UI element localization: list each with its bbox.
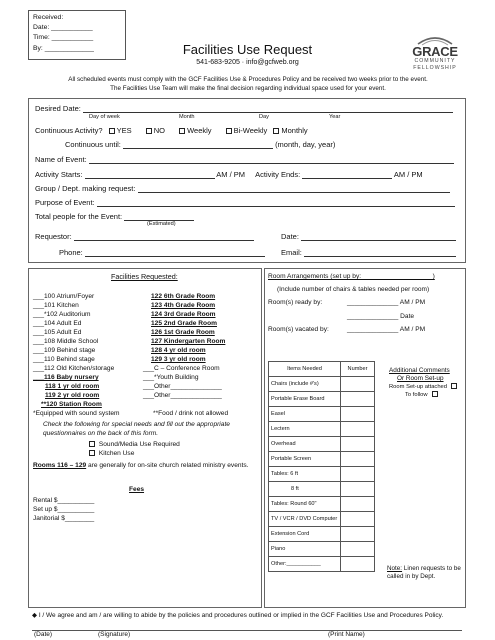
facility-item[interactable]: ___110 Behind stage bbox=[33, 356, 95, 363]
group-row bbox=[35, 184, 450, 193]
requestor-row bbox=[35, 232, 254, 241]
item-number[interactable] bbox=[341, 377, 375, 392]
item-number[interactable] bbox=[341, 422, 375, 437]
print-name-caption: (Print Name) bbox=[328, 631, 365, 638]
item-name: 8 ft bbox=[269, 482, 341, 497]
page-title: Facilities Use Request bbox=[182, 42, 313, 57]
received-date[interactable]: Date: ___________ bbox=[33, 24, 93, 32]
total-people-field[interactable] bbox=[124, 213, 194, 221]
item-number[interactable] bbox=[341, 392, 375, 407]
setup-attached-checkbox[interactable] bbox=[451, 383, 457, 389]
linen-note-label: Note: bbox=[387, 565, 403, 572]
table-row bbox=[269, 392, 375, 407]
sound-media-checkbox[interactable] bbox=[89, 441, 95, 447]
facility-item[interactable]: ___100 Atrium/Foyer bbox=[33, 293, 95, 300]
continuous-until-row bbox=[65, 140, 335, 149]
facility-item[interactable]: 127 Kindergarten Room bbox=[151, 338, 226, 345]
email-field[interactable] bbox=[304, 249, 456, 257]
linen-note bbox=[387, 565, 465, 581]
phone-label: Phone: bbox=[59, 248, 83, 257]
facility-item[interactable]: ___*Youth Building bbox=[143, 374, 199, 381]
received-time[interactable]: Time: ___________ bbox=[33, 34, 94, 42]
purpose-field[interactable] bbox=[97, 199, 455, 207]
weekly-checkbox[interactable] bbox=[179, 128, 185, 134]
grace-logo bbox=[400, 30, 470, 76]
facility-item[interactable]: 124 3rd Grade Room bbox=[151, 311, 216, 318]
facility-item[interactable]: 123 4th Grade Room bbox=[151, 302, 216, 309]
table-row bbox=[269, 482, 375, 497]
item-number[interactable] bbox=[341, 407, 375, 422]
table-row bbox=[269, 452, 375, 467]
item-number[interactable] bbox=[341, 437, 375, 452]
item-number[interactable] bbox=[341, 542, 375, 557]
event-name-field[interactable] bbox=[89, 156, 454, 164]
item-number[interactable] bbox=[341, 497, 375, 512]
phone-row bbox=[59, 248, 265, 257]
continuous-label: Continuous Activity? bbox=[35, 126, 103, 135]
sound-note: *Equipped with sound system bbox=[33, 410, 120, 417]
request-date-label: Date: bbox=[281, 232, 299, 241]
facility-item[interactable]: ___109 Behind stage bbox=[33, 347, 96, 354]
facility-list-left bbox=[33, 292, 114, 409]
phone-field[interactable] bbox=[85, 249, 265, 257]
contact-info: 541-683-9205 · info@gcfweb.org bbox=[196, 59, 299, 66]
ready-by-time[interactable]: ______________ AM / PM bbox=[347, 299, 426, 306]
additional-comments-label: Additional Comments bbox=[389, 367, 450, 374]
sound-media-row bbox=[89, 440, 180, 449]
item-name: Tables: Round 60" bbox=[269, 497, 341, 512]
vacated-by-label: Room(s) vacated by: bbox=[268, 326, 329, 333]
facility-item[interactable]: ___C – Conference Room bbox=[143, 365, 220, 372]
table-row bbox=[269, 512, 375, 527]
table-header-row bbox=[269, 362, 375, 377]
food-note: **Food / drink not allowed bbox=[153, 410, 229, 417]
facility-item[interactable]: ___105 Adult Ed bbox=[33, 329, 82, 336]
facilities-heading: Facilities Requested: bbox=[111, 272, 178, 281]
facility-item[interactable]: ___104 Adult Ed bbox=[33, 320, 82, 327]
yes-label: YES bbox=[116, 126, 132, 135]
rooms-note bbox=[33, 462, 257, 471]
table-row bbox=[269, 437, 375, 452]
facility-item[interactable]: ___108 Middle School bbox=[33, 338, 99, 345]
special-needs-note: Check the following for special needs and fill out the appropriate questionnaires on the back of this form. bbox=[43, 421, 230, 437]
table-row bbox=[269, 527, 375, 542]
vacated-by-time[interactable]: ______________ AM / PM bbox=[347, 326, 426, 333]
rooms-note-range: Rooms 116 – 129 bbox=[33, 462, 87, 469]
room-arrangements-section bbox=[264, 268, 466, 608]
item-name: Easel bbox=[269, 407, 341, 422]
email-row bbox=[281, 248, 456, 257]
facility-list-right bbox=[143, 292, 225, 400]
sound-media-label: Sound/Media Use Required bbox=[98, 441, 180, 448]
table-row bbox=[269, 497, 375, 512]
yes-checkbox[interactable] bbox=[109, 128, 115, 134]
fees-heading: Fees bbox=[129, 486, 145, 493]
continuous-row bbox=[35, 126, 308, 135]
item-name: Extension Cord bbox=[269, 527, 341, 542]
item-number[interactable] bbox=[341, 482, 375, 497]
purpose-row bbox=[35, 198, 455, 207]
item-name: Portable Erase Board bbox=[269, 392, 341, 407]
date-caption: (Date) bbox=[34, 631, 53, 638]
continuous-until-label: Continuous until: bbox=[65, 140, 121, 149]
rooms-note-text: are generally for on-site church related ministry events. bbox=[86, 462, 249, 469]
facility-item[interactable]: 129 3 yr old room bbox=[151, 356, 206, 363]
activity-time-row bbox=[35, 170, 423, 179]
month-label: Month bbox=[179, 114, 195, 120]
facilities-section bbox=[28, 268, 262, 608]
to-follow-label: To follow bbox=[405, 392, 428, 398]
ends-am-pm: AM / PM bbox=[393, 170, 423, 179]
total-people-row bbox=[35, 212, 194, 221]
facility-item[interactable]: 125 2nd Grade Room bbox=[151, 320, 217, 327]
item-name: TV / VCR / DVD Computer bbox=[269, 512, 341, 527]
table-row bbox=[269, 377, 375, 392]
no-checkbox[interactable] bbox=[146, 128, 152, 134]
item-name: Portable Screen bbox=[269, 452, 341, 467]
to-follow-row bbox=[405, 391, 440, 400]
received-by[interactable]: By: _____________ bbox=[33, 44, 94, 52]
or-room-setup-label: Or Room Set-up bbox=[397, 375, 444, 382]
table-row bbox=[269, 557, 375, 572]
signature-caption: (Signature) bbox=[98, 631, 131, 638]
janitorial-fee[interactable]: Janitorial $________ bbox=[33, 515, 95, 522]
year-label: Year bbox=[329, 114, 341, 120]
desired-date-label: Desired Date: bbox=[35, 104, 81, 113]
day-of-week-label: Day of week bbox=[89, 114, 120, 120]
purpose-label: Purpose of Event: bbox=[35, 198, 95, 207]
table-row bbox=[269, 467, 375, 482]
no-label: NO bbox=[153, 126, 165, 135]
item-name: Overhead bbox=[269, 437, 341, 452]
table-row bbox=[269, 407, 375, 422]
activity-starts-label: Activity Starts: bbox=[35, 170, 83, 179]
weekly-label: Weekly bbox=[187, 126, 212, 135]
request-date-row bbox=[281, 232, 456, 241]
facility-item[interactable]: ___101 Kitchen bbox=[33, 302, 79, 309]
activity-ends-label: Activity Ends: bbox=[255, 170, 301, 179]
monthly-label: Monthly bbox=[281, 126, 308, 135]
notice-line-2: The Facilities Use Team will make the final decision regarding individual space used for your event. bbox=[110, 84, 386, 92]
include-note: (Include number of chairs & tables needed per room) bbox=[277, 286, 430, 293]
item-number[interactable] bbox=[341, 452, 375, 467]
logo-sub2: FELLOWSHIP bbox=[413, 65, 457, 71]
item-number[interactable] bbox=[341, 557, 375, 572]
facility-item[interactable]: ___Other______________ bbox=[143, 392, 222, 399]
notice-line-1: All scheduled events must comply with the GCF Facilities Use & Procedures Policy and be received two weeks prior to the event. bbox=[68, 76, 428, 83]
setup-attached-label: Room Set-up attached bbox=[389, 384, 448, 390]
biweekly-label: Bi-Weekly bbox=[233, 126, 268, 135]
logo-sub1: COMMUNITY bbox=[414, 58, 456, 64]
facility-item[interactable]: ___*102 Auditorium bbox=[33, 311, 91, 318]
ready-by-date[interactable]: ______________ Date bbox=[347, 313, 415, 320]
facility-item[interactable]: 122 6th Grade Room bbox=[151, 293, 216, 300]
total-people-label: Total people for the Event: bbox=[35, 212, 123, 221]
group-label: Group / Dept. making request: bbox=[35, 184, 136, 193]
activity-ends-field[interactable] bbox=[302, 171, 392, 179]
item-name: Chairs (include #'s) bbox=[269, 377, 341, 392]
item-name: Lectern bbox=[269, 422, 341, 437]
kitchen-use-checkbox[interactable] bbox=[89, 450, 95, 456]
logo-text: GRACE bbox=[412, 44, 458, 59]
starts-am-pm: AM / PM bbox=[216, 170, 246, 179]
received-label: Received: bbox=[33, 14, 64, 21]
day-label: Day bbox=[259, 114, 269, 120]
ready-by-label: Room(s) ready by: bbox=[268, 299, 323, 306]
facility-item[interactable]: ___112 Old Kitchen/storage bbox=[33, 365, 115, 372]
desired-date-field[interactable] bbox=[83, 105, 453, 113]
continuous-until-field[interactable] bbox=[123, 141, 273, 149]
event-name-label: Name of Event: bbox=[35, 155, 87, 164]
item-number[interactable] bbox=[341, 467, 375, 482]
diamond-bullet-icon: ◆ bbox=[32, 612, 37, 619]
event-name-row bbox=[35, 155, 454, 164]
item-name: Piano bbox=[269, 542, 341, 557]
facility-item[interactable]: ___Other______________ bbox=[143, 383, 222, 390]
requestor-label: Requestor: bbox=[35, 232, 72, 241]
agreement-section bbox=[28, 612, 466, 638]
item-number[interactable] bbox=[341, 512, 375, 527]
fees-list bbox=[33, 496, 94, 523]
signature-line[interactable] bbox=[32, 630, 462, 631]
col-number-header: Number bbox=[341, 362, 375, 377]
activity-starts-field[interactable] bbox=[85, 171, 215, 179]
facility-item[interactable]: 126 1st Grade Room bbox=[151, 329, 215, 336]
item-name: Tables: 6 ft bbox=[269, 467, 341, 482]
item-name: Other:___________ bbox=[269, 557, 341, 572]
table-row bbox=[269, 542, 375, 557]
requestor-field[interactable] bbox=[74, 233, 254, 241]
kitchen-use-label: Kitchen Use bbox=[98, 450, 135, 457]
monthly-checkbox[interactable] bbox=[273, 128, 279, 134]
arrangements-heading: Room Arrangements (set up by: ___________________) bbox=[268, 273, 435, 280]
facility-item[interactable]: 118 1 yr old room bbox=[45, 383, 100, 390]
table-row bbox=[269, 422, 375, 437]
linen-note-text: Linen requests to be called in by Dept. bbox=[387, 565, 461, 580]
items-table bbox=[268, 361, 375, 572]
facility-item[interactable]: 128 4 yr old room bbox=[151, 347, 206, 354]
agreement-text-row bbox=[28, 612, 466, 620]
group-field[interactable] bbox=[138, 185, 450, 193]
request-date-field[interactable] bbox=[301, 233, 456, 241]
policy-notice bbox=[28, 76, 468, 93]
col-items-header: Items Needed bbox=[269, 362, 341, 377]
facility-item[interactable]: 119 2 yr old room bbox=[45, 392, 100, 399]
kitchen-use-row bbox=[89, 449, 134, 458]
setup-fee[interactable]: Set up $__________ bbox=[33, 506, 95, 513]
event-info-section bbox=[28, 98, 466, 263]
until-format-hint: (month, day, year) bbox=[275, 140, 336, 149]
item-number[interactable] bbox=[341, 527, 375, 542]
facility-item[interactable]: **120 Station Room bbox=[41, 401, 102, 408]
email-label: Email: bbox=[281, 248, 302, 257]
estimated-hint: (Estimated) bbox=[147, 221, 176, 227]
biweekly-checkbox[interactable] bbox=[226, 128, 232, 134]
agreement-text: I / We agree and am / are willing to abide by the policies and procedures outlined or implied in the GCF Facilities Use and Procedures Policy. bbox=[38, 612, 444, 619]
to-follow-checkbox[interactable] bbox=[432, 391, 438, 397]
rental-fee[interactable]: Rental $__________ bbox=[33, 497, 95, 504]
facility-item[interactable]: ___116 Baby nursery bbox=[33, 374, 99, 381]
desired-date-row bbox=[35, 104, 453, 113]
